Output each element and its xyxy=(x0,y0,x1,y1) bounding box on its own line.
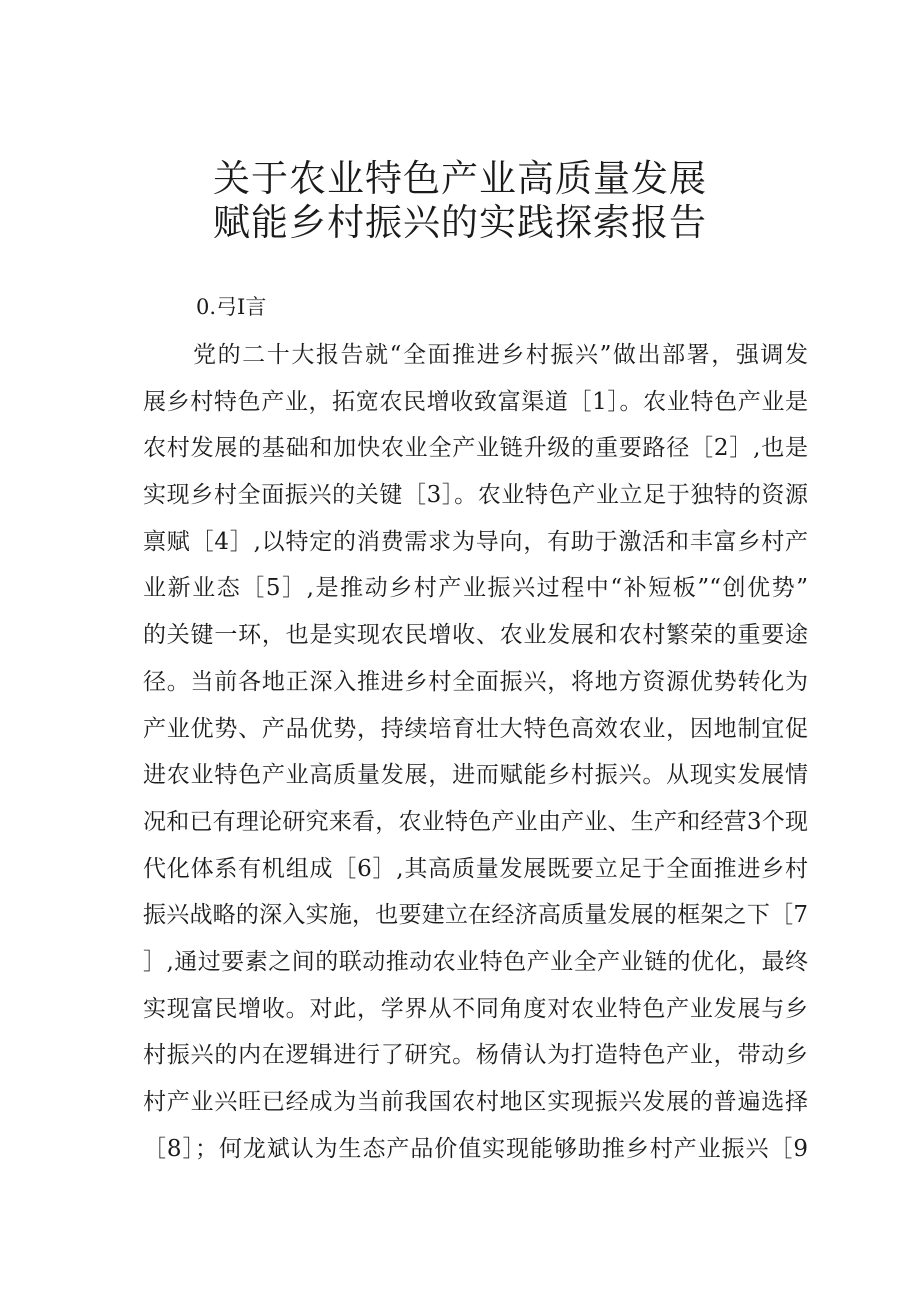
document-title-line-2: 赋能乡村振兴的实践探索报告 xyxy=(213,201,707,244)
paragraph-line: 展乡村特色产业，拓宽农民增收致富渠道［1］。农业特色产业是 xyxy=(143,388,808,415)
paragraph-line: ］,通过要素之间的联动推动农业特色产业全产业链的优化，最终 xyxy=(143,948,808,975)
paragraph-line: ［8］；何龙斌认为生态产品价值实现能够助推乡村产业振兴［9 xyxy=(143,1135,808,1162)
paragraph-line: 产业优势、产品优势，持续培育壮大特色高效农业，因地制宜促 xyxy=(143,715,808,742)
paragraph-line: 业新业态［5］,是推动乡村产业振兴过程中“补短板”“创优势” xyxy=(143,575,808,602)
paragraph-line: 代化体系有机组成［6］,其高质量发展既要立足于全面推进乡村 xyxy=(143,855,808,882)
section-heading: 0.弓I言 xyxy=(196,295,267,319)
paragraph-line: 实现乡村全面振兴的关键［3］。农业特色产业立足于独特的资源 xyxy=(143,482,808,509)
paragraph-line: 况和已有理论研究来看，农业特色产业由产业、生产和经营3个现 xyxy=(143,808,808,835)
paragraph-line: 村产业兴旺已经成为当前我国农村地区实现振兴发展的普遍选择 xyxy=(143,1089,808,1115)
paragraph-line: 振兴战略的深入实施，也要建立在经济高质量发展的框架之下［7 xyxy=(143,902,808,929)
document-title-line-1: 关于农业特色产业高质量发展 xyxy=(213,157,707,200)
paragraph-line: 径。当前各地正深入推进乡村全面振兴，将地方资源优势转化为 xyxy=(143,668,808,695)
paragraph-line: 村振兴的内在逻辑进行了研究。杨倩认为打造特色产业，带动乡 xyxy=(143,1042,808,1069)
paragraph-line: 党的二十大报告就“全面推进乡村振兴”做出部署，强调发 xyxy=(193,342,808,368)
paragraph-line: 进农业特色产业高质量发展，进而赋能乡村振兴。从现实发展情 xyxy=(143,762,808,789)
paragraph-line: 禀赋［4］,以特定的消费需求为导向，有助于激活和丰富乡村产 xyxy=(143,528,808,555)
paragraph-line: 实现富民增收。对此，学界从不同角度对农业特色产业发展与乡 xyxy=(143,995,808,1022)
paragraph-line: 农村发展的基础和加快农业全产业链升级的重要路径［2］,也是 xyxy=(143,435,808,462)
paragraph-line: 的关键一环，也是实现农民增收、农业发展和农村繁荣的重要途 xyxy=(143,622,808,649)
body-paragraph xyxy=(143,332,808,1172)
